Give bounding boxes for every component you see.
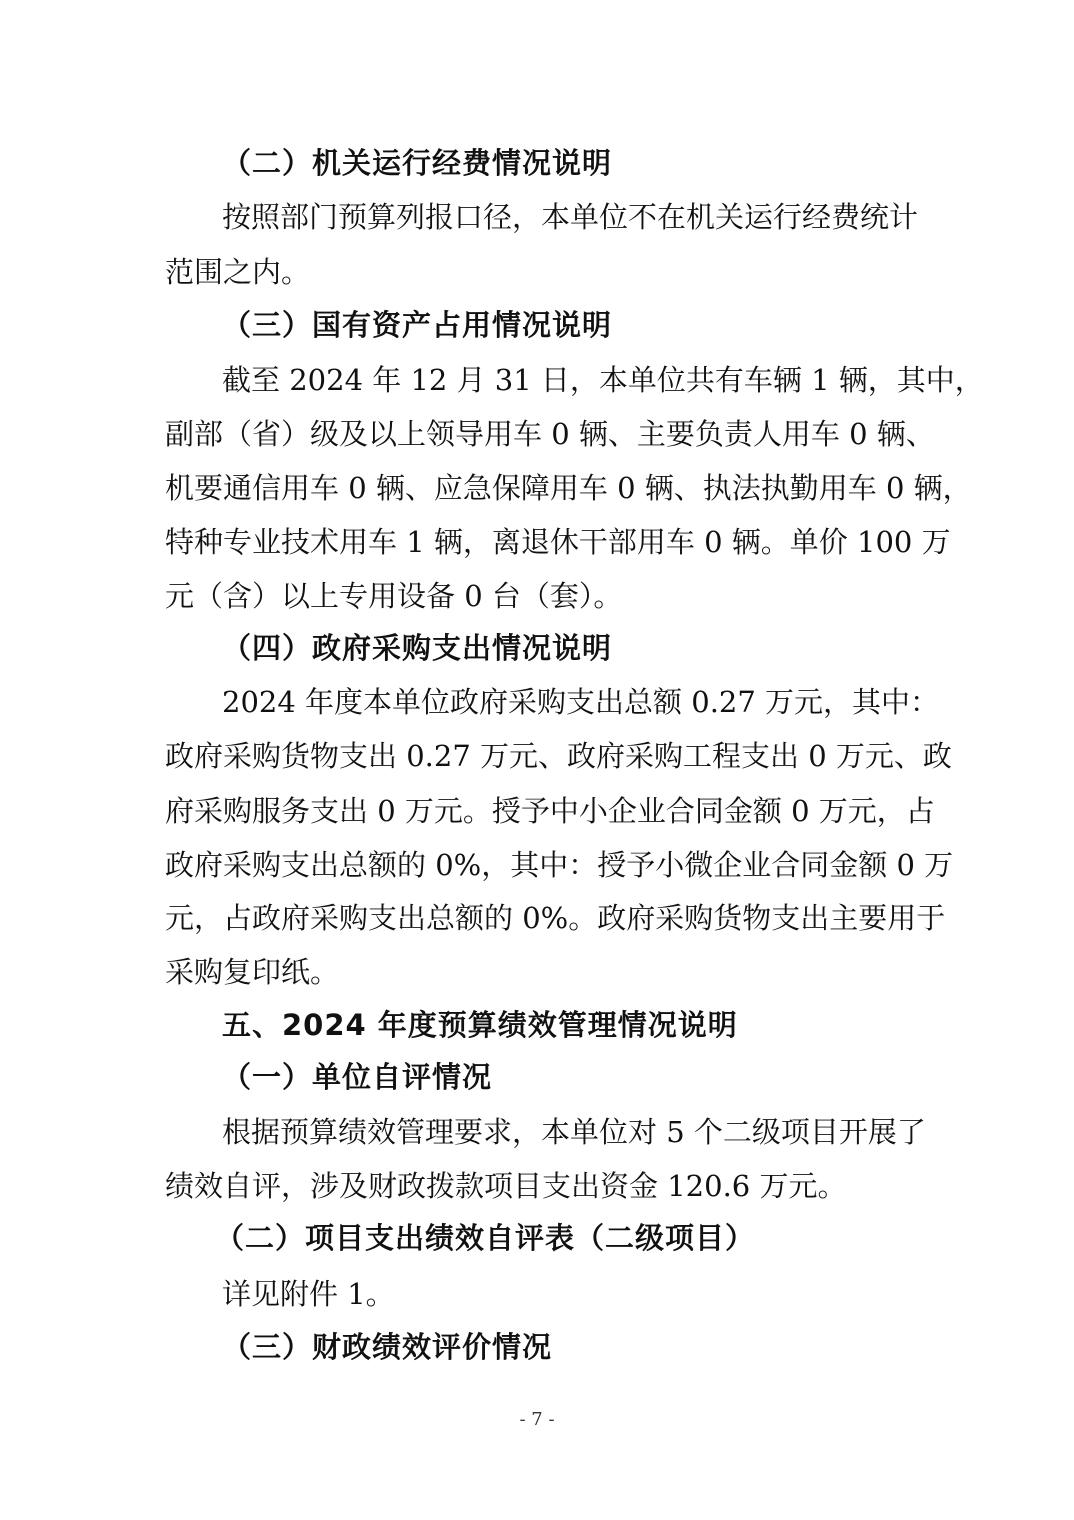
paragraph-line: 2024 年度本单位政府采购支出总额 0.27 万元，其中： [222, 685, 940, 719]
paragraph-line: 范围之内。 [165, 255, 311, 289]
paragraph-line: 根据预算绩效管理要求，本单位对 5 个二级项目开展了 [222, 1115, 926, 1149]
paragraph-line: 按照部门预算列报口径，本单位不在机关运行经费统计 [222, 200, 919, 234]
paragraph-line: 副部（省）级及以上领导用车 0 辆、主要负责人用车 0 辆、 [165, 417, 935, 451]
paragraph-line: 府采购服务支出 0 万元。授予中小企业合同金额 0 万元，占 [165, 794, 935, 828]
paragraph-line: 截至 2024 年 12 月 31 日，本单位共有车辆 1 辆，其中， [222, 363, 984, 397]
paragraph-line: 绩效自评，涉及财政拨款项目支出资金 120.6 万元。 [165, 1169, 847, 1203]
section-heading: （一）单位自评情况 [222, 1060, 493, 1094]
paragraph-line: 政府采购货物支出 0.27 万元、政府采购工程支出 0 万元、政 [165, 739, 952, 773]
paragraph-line: 元（含）以上专用设备 0 台（套）。 [165, 579, 623, 613]
paragraph-line: 特种专业技术用车 1 辆，离退休干部用车 0 辆。单价 100 万 [165, 525, 951, 559]
paragraph-line: 元，占政府采购支出总额的 0%。政府采购货物支出主要用于 [165, 901, 946, 935]
paragraph-line: 采购复印纸。 [165, 955, 340, 989]
page-number: - 7 - [519, 1409, 555, 1430]
paragraph-line: 机要通信用车 0 辆、应急保障用车 0 辆、执法执勤用车 0 辆， [165, 471, 972, 505]
section-heading: （四）政府采购支出情况说明 [222, 631, 613, 665]
section-heading: （三）财政绩效评价情况 [222, 1330, 553, 1364]
paragraph-line: 政府采购支出总额的 0%，其中：授予小微企业合同金额 0 万 [165, 848, 954, 882]
section-heading: （三）国有资产占用情况说明 [222, 308, 613, 342]
section-heading: （二）机关运行经费情况说明 [222, 146, 613, 180]
paragraph-line: 详见附件 1。 [222, 1277, 395, 1311]
section-heading: （二）项目支出绩效自评表（二级项目） [215, 1221, 756, 1255]
part-heading: 五、2024 年度预算绩效管理情况说明 [222, 1008, 738, 1042]
